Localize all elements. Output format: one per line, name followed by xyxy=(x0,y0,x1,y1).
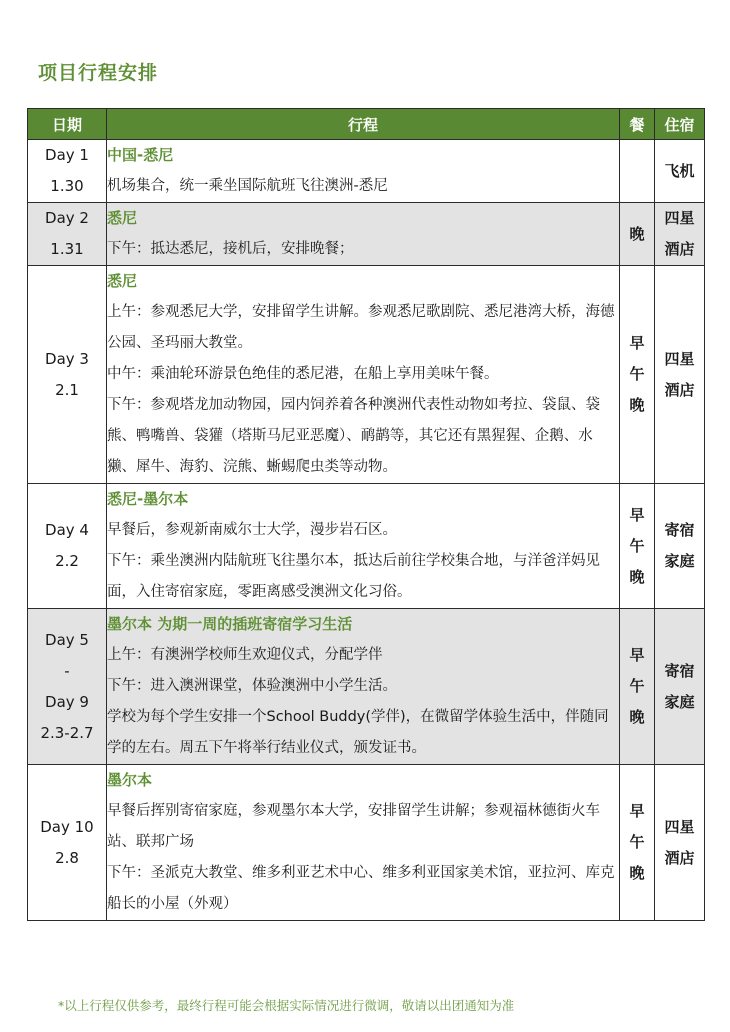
date-label: 2.2 xyxy=(55,552,79,570)
hotel-label: 寄宿 xyxy=(664,521,695,539)
schedule-line: 学校为每个学生安排一个School Buddy(学伴)，在微留学体验生活中，伴随同学的左右。周五下午将举行结业仪式，颁发证书。 xyxy=(107,709,609,756)
hotel-label: 四星 xyxy=(664,817,695,836)
day-label: Day 1 xyxy=(45,146,89,164)
table-row xyxy=(28,609,705,765)
schedule-cell xyxy=(107,203,620,266)
day-label: Day 4 xyxy=(45,521,89,539)
header-date: 日期 xyxy=(28,109,107,140)
table-row xyxy=(28,140,705,203)
hotel-label: 寄宿 xyxy=(664,661,695,680)
hotel-cell xyxy=(655,609,705,765)
hotel-cell xyxy=(655,140,705,203)
schedule-cell xyxy=(107,609,620,765)
date-range-dash: - xyxy=(64,661,70,680)
hotel-cell xyxy=(655,203,705,266)
day-label: Day 9 xyxy=(45,692,89,711)
hotel-label: 酒店 xyxy=(664,240,695,258)
meal-cell xyxy=(620,765,655,921)
schedule-line: 早餐后，参观新南威尔士大学，漫步岩石区。 xyxy=(107,522,397,538)
hotel-label: 飞机 xyxy=(664,161,695,180)
meal-cell xyxy=(620,609,655,765)
schedule-cell xyxy=(107,484,620,609)
table-header-row xyxy=(28,109,705,140)
hotel-label: 酒店 xyxy=(664,380,695,399)
meal-cell xyxy=(620,203,655,266)
day-cell xyxy=(28,609,107,765)
day-label: Day 5 xyxy=(45,630,89,649)
meal-label: 早 xyxy=(629,334,645,352)
date-label: 2.3-2.7 xyxy=(40,723,94,742)
meal-label: 晚 xyxy=(629,224,645,243)
meal-label: 晚 xyxy=(629,567,645,586)
schedule-title: 悉尼 xyxy=(107,209,138,227)
day-label: Day 2 xyxy=(45,209,89,227)
hotel-label: 家庭 xyxy=(664,692,695,711)
schedule-title: 中国-悉尼 xyxy=(107,146,174,164)
schedule-title: 墨尔本 xyxy=(107,771,153,789)
meal-label: 早 xyxy=(629,802,645,820)
hotel-cell xyxy=(655,765,705,921)
day-label: Day 3 xyxy=(45,349,89,368)
schedule-line: 下午：乘坐澳洲内陆航班飞往墨尔本，抵达后前往学校集合地，与洋爸洋妈见面，入住寄宿家庭，零距离感受澳洲文化习俗。 xyxy=(107,553,600,600)
schedule-cell xyxy=(107,140,620,203)
header-schedule: 行程 xyxy=(107,109,620,140)
day-cell xyxy=(28,266,107,484)
header-hotel: 住宿 xyxy=(655,109,705,140)
table-row xyxy=(28,203,705,266)
hotel-cell xyxy=(655,266,705,484)
header-meal: 餐 xyxy=(620,109,655,140)
itinerary-body xyxy=(28,140,705,921)
page-title: 项目行程安排 xyxy=(38,62,159,84)
schedule-cell xyxy=(107,765,620,921)
schedule-line: 机场集合，统一乘坐国际航班飞往澳洲-悉尼 xyxy=(107,178,388,194)
meal-label: 午 xyxy=(629,677,645,695)
date-label: 1.30 xyxy=(50,177,84,195)
footer-note: *以上行程仅供参考，最终行程可能会根据实际情况进行微调，敬请以出团通知为准 xyxy=(58,998,515,1013)
meal-label: 早 xyxy=(629,646,645,664)
meal-label: 午 xyxy=(629,833,645,851)
itinerary-table xyxy=(27,108,705,921)
schedule-line: 中午：乘油轮环游景色绝佳的悉尼港，在船上享用美味午餐。 xyxy=(107,366,499,382)
schedule-cell xyxy=(107,266,620,484)
meal-label: 晚 xyxy=(629,708,645,726)
meal-label: 午 xyxy=(629,536,645,555)
schedule-title: 悉尼 xyxy=(107,272,138,290)
meal-label: 晚 xyxy=(629,864,645,882)
meal-label: 午 xyxy=(629,365,645,383)
schedule-line: 上午：参观悉尼大学，安排留学生讲解。参观悉尼歌剧院、悉尼港湾大桥，海德公园、圣玛丽大教堂。 xyxy=(107,304,615,351)
date-label: 2.8 xyxy=(55,848,79,867)
table-row xyxy=(28,266,705,484)
day-label: Day 10 xyxy=(40,817,94,836)
hotel-label: 四星 xyxy=(664,349,695,368)
schedule-line: 上午：有澳洲学校师生欢迎仪式，分配学伴 xyxy=(107,647,383,663)
table-row xyxy=(28,484,705,609)
hotel-label: 四星 xyxy=(664,209,695,227)
meal-cell xyxy=(620,484,655,609)
schedule-title: 悉尼-墨尔本 xyxy=(107,490,189,508)
meal-cell xyxy=(620,266,655,484)
schedule-line: 下午：参观塔龙加动物园，园内饲养着各种澳洲代表性动物如考拉、袋鼠、袋熊、鸭嘴兽、袋獾（塔斯马尼亚恶魔）、鸸鹋等，其它还有黑猩猩、企鹅、水獭、犀牛、海豹、浣熊、蜥蜴爬虫类等动物。 xyxy=(107,397,600,475)
hotel-cell xyxy=(655,484,705,609)
day-cell xyxy=(28,765,107,921)
hotel-label: 家庭 xyxy=(664,552,695,570)
day-cell xyxy=(28,140,107,203)
meal-cell xyxy=(620,140,655,203)
schedule-title: 墨尔本 为期一周的插班寄宿学习生活 xyxy=(107,615,353,633)
table-row xyxy=(28,765,705,921)
meal-label: 早 xyxy=(629,505,645,524)
day-cell xyxy=(28,203,107,266)
day-cell xyxy=(28,484,107,609)
date-label: 1.31 xyxy=(50,240,84,258)
schedule-line: 下午：进入澳洲课堂，体验澳洲中小学生活。 xyxy=(107,678,397,694)
date-label: 2.1 xyxy=(55,380,79,399)
schedule-line: 下午：圣派克大教堂、维多利亚艺术中心、维多利亚国家美术馆，亚拉河、库克船长的小屋（外观） xyxy=(107,865,615,912)
meal-label: 晚 xyxy=(629,396,645,414)
schedule-line: 早餐后挥别寄宿家庭，参观墨尔本大学，安排留学生讲解；参观福林德街火车站、联邦广场 xyxy=(107,803,600,850)
schedule-line: 下午：抵达悉尼，接机后，安排晚餐； xyxy=(107,241,354,257)
hotel-label: 酒店 xyxy=(664,848,695,867)
